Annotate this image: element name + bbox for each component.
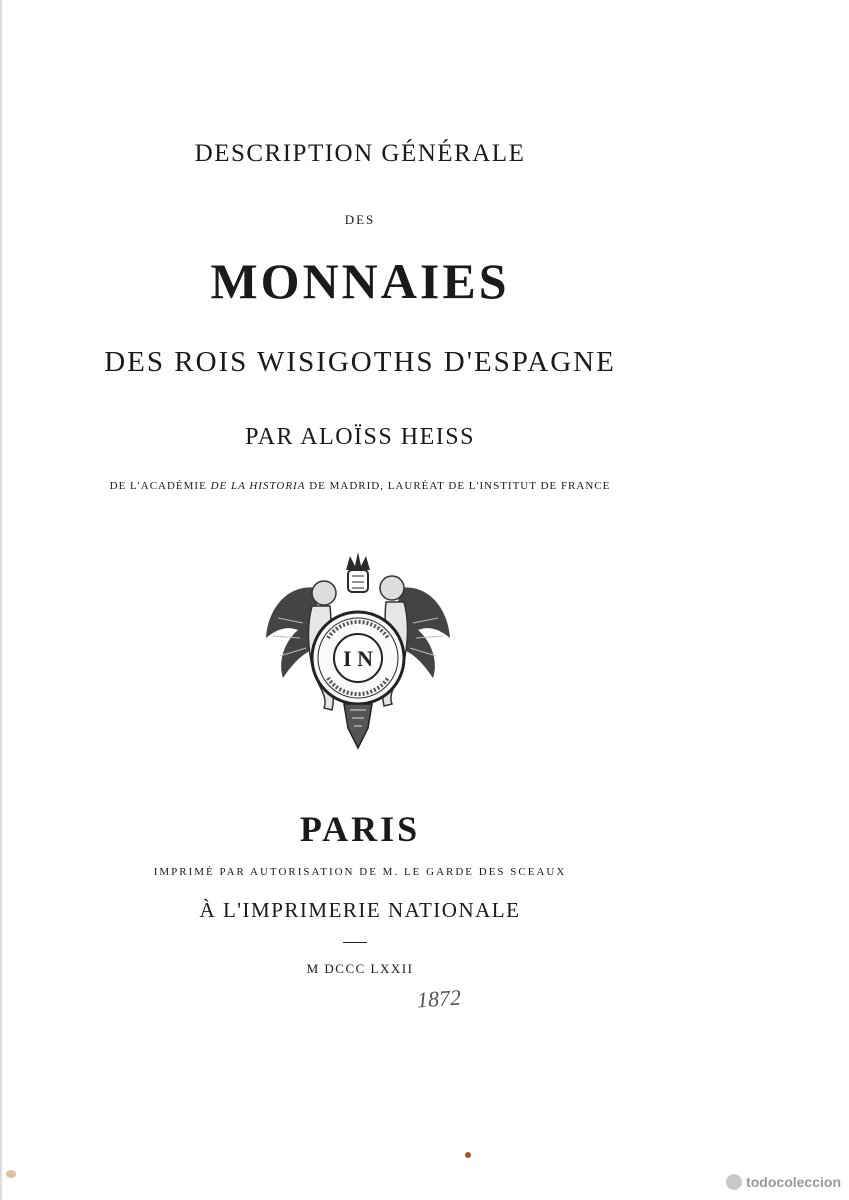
paper-stain: [465, 1152, 471, 1158]
page-edge-shadow: [0, 0, 3, 1200]
watermark-logo-icon: [726, 1174, 742, 1190]
separator-rule: [343, 942, 367, 943]
author-line: PAR ALOÏSS HEISS: [245, 424, 475, 450]
affiliation-line: [0, 480, 720, 492]
city-line: PARIS: [299, 809, 421, 849]
printed-by-line: IMPRIMÉ PAR AUTORISATION DE M. LE GARDE DES SCEAUX: [153, 866, 567, 878]
title-line-description: DESCRIPTION GÉNÉRALE: [194, 140, 526, 167]
year-roman-line: M DCCC LXXII: [306, 961, 414, 976]
title-line-rois-wisigoths: DES ROIS WISIGOTHS D'ESPAGNE: [104, 346, 616, 378]
emblem-monogram: I N: [343, 646, 373, 671]
watermark: [726, 1174, 841, 1190]
printer-line: À L'IMPRIMERIE NATIONALE: [199, 898, 521, 922]
affiliation-italic: DE LA HISTORIA: [210, 480, 306, 492]
affiliation-pre: DE L'ACADÉMIE: [109, 480, 211, 492]
title-line-monnaies: MONNAIES: [210, 253, 510, 309]
crown-icon: [346, 552, 370, 592]
affiliation-post: DE MADRID, LAURÉAT DE L'INSTITUT DE FRANCE: [305, 480, 611, 492]
paper-stain: [6, 1170, 16, 1178]
printer-emblem-icon: [258, 548, 458, 758]
watermark-text: todocoleccion: [746, 1174, 841, 1190]
title-line-des: DES: [344, 212, 376, 227]
handwritten-year-annotation: 1872: [416, 984, 462, 1013]
